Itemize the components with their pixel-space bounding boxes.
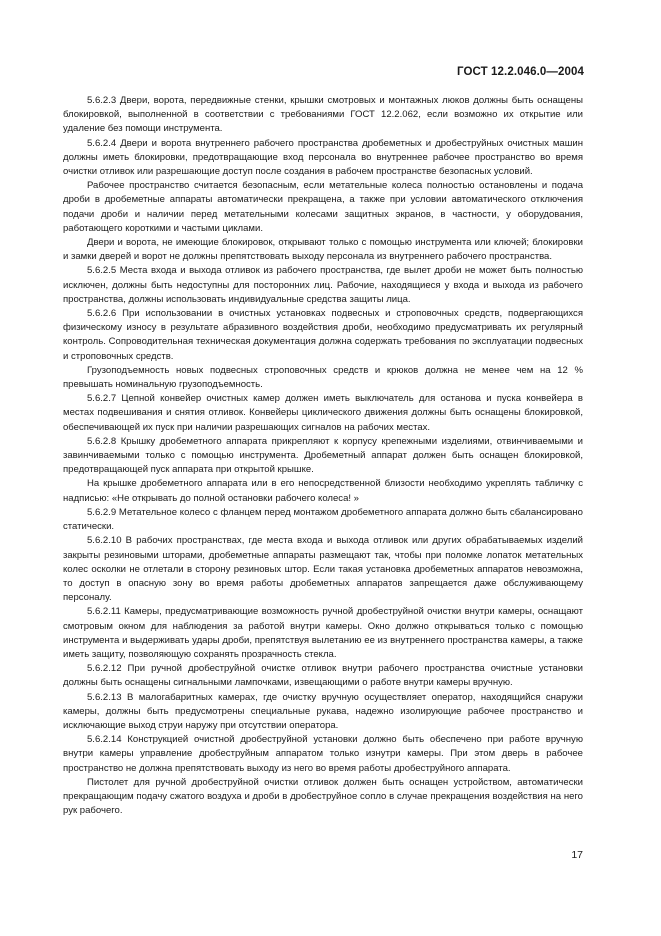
page-number: 17: [571, 849, 583, 861]
document-body: [63, 94, 583, 818]
paragraph-5-6-2-3: 5.6.2.3 Двери, ворота, передвижные стенки, крышки смотровых и монтажных люков должны быть оснащены блокировкой, выполненной в соответствии с требованиями ГОСТ 12.2.062, если возможно их открытие или удаление без помощи инструмента.: [63, 95, 583, 135]
standard-header: ГОСТ 12.2.046.0—2004: [457, 66, 584, 78]
paragraph-5-6-2-13: 5.6.2.13 В малогабаритных камерах, где очистку вручную осуществляет оператор, находящийся снаружи камеры, должны быть предусмотрены специальные рукава, надежно изолирующие рабочее пространство и исключающие выход струи наружу при отсутствии оператора.: [63, 691, 583, 731]
paragraph-5-6-2-7: 5.6.2.7 Цепной конвейер очистных камер должен иметь выключатель для останова и пуска конвейера в местах подвешивания и снятия отливок. Конвейеры циклического движения должны быть оснащены блокировкой, обеспечивающей их пуск при наличии разрешающих сигналов на рабочих местах.: [63, 393, 583, 433]
paragraph-5-6-2-5: 5.6.2.5 Места входа и выхода отливок из рабочего пространства, где вылет дроби не может быть полностью исключен, должны быть недоступны для посторонних лиц. Рабочие, находящиеся у входа и выхода из рабочего пространства, должны использовать индивидуальные средства защиты лица.: [63, 265, 583, 305]
paragraph-safe-workspace: Рабочее пространство считается безопасным, если метательные колеса полностью остановлены и подача дроби в дробеметные аппараты автоматически прекращена, а также при условии автоматического отключения подачи дроби и наличии перед метательными колесами защитных экранов, в частности, у оборудования, работающего короткими и частыми циклами.: [63, 180, 583, 234]
paragraph-5-6-2-12: 5.6.2.12 При ручной дробеструйной очистке отливок внутри рабочего пространства очистные установки должны быть оснащены сигнальными лампочками, извещающими о работе внутри камеры вручную.: [63, 663, 583, 689]
paragraph-5-6-2-14: 5.6.2.14 Конструкцией очистной дробеструйной установки должно быть обеспечено при работе вручную внутри камеры управление дробеструйным аппаратом только изнутри камеры. При этом дверь в рабочее пространство не должна препятствовать выходу из него во время работы дробеструйного аппарата.: [63, 734, 583, 774]
paragraph-5-6-2-11: 5.6.2.11 Камеры, предусматривающие возможность ручной дробеструйной очистки внутри камеры, оснащают смотровым окном для наблюдения за работой внутри камеры. Окно должно открываться только с помощью инструмента и выдерживать удары дроби, препятствуя вылетанию ее из внутреннего пространства камеры, а также иметь защиту, позволяющую сохранять прозрачность стекла.: [63, 606, 583, 660]
paragraph-warning-sign: На крышке дробеметного аппарата или в его непосредственной близости необходимо укреплять табличку с надписью: «Не открывать до полной остановки рабочего колеса! »: [63, 478, 583, 504]
paragraph-blast-gun: Пистолет для ручной дробеструйной очистки отливок должен быть оснащен устройством, автоматически прекращающим подачу сжатого воздуха и дроби в дробеструйное сопло в случае прекращения воздействия на него рук рабочего.: [63, 776, 583, 817]
paragraph-5-6-2-8: 5.6.2.8 Крышку дробеметного аппарата прикрепляют к корпусу крепежными изделиями, отвинчиваемыми и завинчиваемыми только с помощью инструмента. Дробеметный аппарат должен быть оснащен блокировкой, предотвращающей пуск аппарата при открытой крышке.: [63, 435, 583, 476]
paragraph-5-6-2-9: 5.6.2.9 Метательное колесо с фланцем перед монтажом дробеметного аппарата должно быть сбалансировано статически.: [63, 506, 583, 533]
paragraph-5-6-2-10: 5.6.2.10 В рабочих пространствах, где места входа и выхода отливок или других обрабатываемых изделий закрыты резиновыми шторами, дробеметные аппараты размещают так, чтобы при поломке лопаток метательных колес осколки не отлетали в сторону резиновых штор. Если такая установка дробеметных аппаратов невозможна, то доступ в опасную зону во время работы дробеметных аппаратов запрещается даже обслуживающему персоналу.: [63, 535, 583, 604]
paragraph-load-capacity: Грузоподъемность новых подвесных строповочных средств и крюков должна не менее чем на 12 % превышать номинальную грузоподъемность.: [63, 364, 583, 391]
paragraph-5-6-2-4: 5.6.2.4 Двери и ворота внутреннего рабочего пространства дробеметных и дробеструйных очистных машин должны иметь блокировки, предотвращающие вход персонала во внутреннее рабочее пространство во время очистки отливок или разрешающие доступ после создания в рабочем пространстве безопасных условий.: [63, 137, 583, 178]
paragraph-5-6-2-6: 5.6.2.6 При использовании в очистных установках подвесных и строповочных средств, подвергающихся физическому износу в результате абразивного воздействия дроби, необходимо предусматривать их регулярный контроль. Сопроводительная техническая документация должна содержать требования по эксплуатации подвесных и строповочных средств.: [63, 308, 583, 362]
paragraph-doors-without-locks: Двери и ворота, не имеющие блокировок, открывают только с помощью инструмента или ключей; блокировки и замки дверей и ворот не должны препятствовать выходу персонала из внутреннего рабочего пространства.: [63, 237, 583, 263]
